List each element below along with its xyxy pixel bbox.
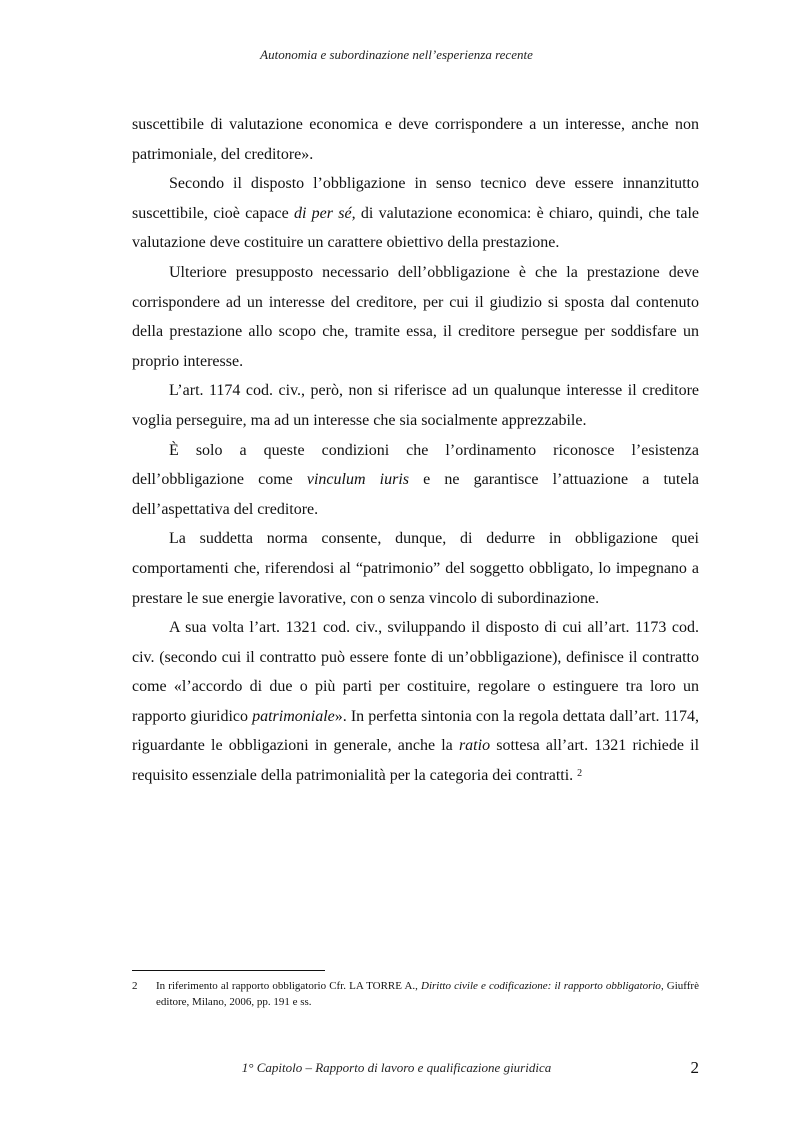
footnote-ref: 2 xyxy=(577,768,583,780)
text-run: , Giuffrè editore, Milano, 2006, pp. 191 e ss. xyxy=(156,980,699,1008)
italic-text: patrimoniale xyxy=(252,707,335,725)
text-run: sottesa all’art. 1321 richiede il requisito essenziale della patrimonialità per la categoria dei contratti. xyxy=(132,737,700,785)
page-number: 2 xyxy=(690,1058,699,1077)
text-run: e ne garantisce l’attuazione a tutela dell’aspettativa del creditore. xyxy=(132,471,699,518)
footnote-number: 2 xyxy=(132,980,138,992)
paragraph xyxy=(132,376,699,435)
paragraph xyxy=(132,258,699,376)
italic-text: ratio xyxy=(458,737,491,755)
text-run: Secondo il disposto l’obbligazione in senso tecnico deve essere innanzitutto suscettibile, cioè capace xyxy=(132,175,699,222)
footnote-text xyxy=(156,978,699,1010)
italic-text: Diritto civile e codificazione: il rapporto obbligatorio xyxy=(421,980,661,992)
text-run: È solo a queste condizioni che l’ordinamento riconosce l’esistenza dell’obbligazione come xyxy=(132,441,699,489)
body-text xyxy=(132,110,699,791)
text-run: ». In perfetta sintonia con la regola dettata dall’art. 1174, riguardante le obbligazioni in generale, anche la xyxy=(132,707,700,755)
paragraph xyxy=(132,169,699,258)
text-run: Ulteriore presupposto necessario dell’obbligazione è che la prestazione deve corrispondere ad un interesse del creditore, per cui il giudizio si sposta dal contenuto della prestazione allo scopo che, tramite essa, il creditore persegue per soddisfare un proprio interesse. xyxy=(132,263,699,370)
italic-text: vinculum iuris xyxy=(306,471,409,489)
text-run: L’art. 1174 cod. civ., però, non si riferisce ad un qualunque interesse il creditore voglia perseguire, ma ad un interesse che sia socialmente apprezzabile. xyxy=(132,382,699,429)
footnote xyxy=(132,978,699,1010)
running-footer: 1° Capitolo – Rapporto di lavoro e qualificazione giuridica xyxy=(241,1060,552,1075)
italic-text: di per sé, xyxy=(293,204,356,222)
paragraph xyxy=(132,613,699,791)
text-run: A sua volta l’art. 1321 cod. civ., sviluppando il disposto di cui all’art. 1173 cod. civ. (secondo cui il contratto può essere fonte di un’obbligazione), definisce il contratto come «l’accordo di due o più parti per costituire, regolare o estinguere tra loro un rapporto giuridico xyxy=(132,619,699,725)
footnote-separator xyxy=(132,970,325,971)
text-run: In riferimento al rapporto obbligatorio Cfr. LA TORRE A., xyxy=(156,980,422,992)
paragraph xyxy=(132,110,699,169)
text-run: suscettibile di valutazione economica e deve corrispondere a un interesse, anche non patrimoniale, del creditore». xyxy=(132,116,699,163)
text-run: di valutazione economica: è chiaro, quindi, che tale valutazione deve costituire un carattere obiettivo della prestazione. xyxy=(132,204,700,252)
running-header: Autonomia e subordinazione nell’esperienza recente xyxy=(260,47,533,62)
paragraph xyxy=(132,436,699,525)
paragraph xyxy=(132,524,699,613)
text-run: La suddetta norma consente, dunque, di dedurre in obbligazione quei comportamenti che, riferendosi al “patrimonio” del soggetto obbligato, lo impegnano a prestare le sue energie lavorative, con o senza vincolo di subordinazione. xyxy=(132,530,699,607)
